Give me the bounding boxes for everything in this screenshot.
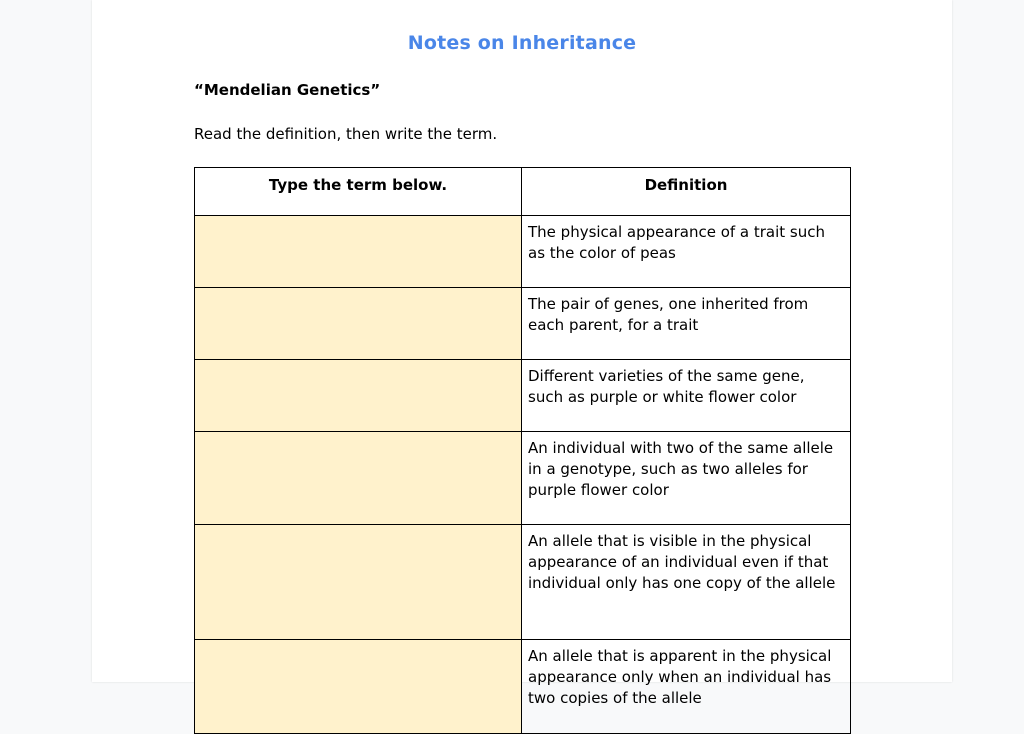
term-input[interactable] — [195, 640, 521, 733]
term-cell[interactable] — [195, 216, 522, 288]
term-column-header: Type the term below. — [195, 168, 522, 216]
term-cell[interactable] — [195, 360, 522, 432]
definition-cell: The physical appearance of a trait such as the color of peas — [522, 216, 851, 288]
term-cell[interactable] — [195, 525, 522, 640]
definition-cell: Different varieties of the same gene, such as purple or white flower color — [522, 360, 851, 432]
document-page — [92, 0, 952, 707]
table-row — [195, 525, 851, 640]
term-input[interactable] — [195, 432, 521, 524]
definition-cell: An allele that is apparent in the physical appearance only when an individual has two copies of the allele — [522, 640, 851, 734]
term-input[interactable] — [195, 216, 521, 287]
table-row — [195, 640, 851, 734]
definition-column-header: Definition — [522, 168, 851, 216]
document-title: Notes on Inheritance — [407, 32, 637, 54]
table-row — [195, 432, 851, 525]
table-row — [195, 288, 851, 360]
table-row — [195, 360, 851, 432]
vocabulary-table — [194, 167, 851, 734]
definition-cell: An individual with two of the same allele in a genotype, such as two alleles for purple flower color — [522, 432, 851, 525]
definition-cell: The pair of genes, one inherited from each parent, for a trait — [522, 288, 851, 360]
table-header-row — [195, 168, 851, 216]
section-subtitle: “Mendelian Genetics” — [194, 81, 381, 99]
table-row — [195, 216, 851, 288]
definition-cell: An allele that is visible in the physical appearance of an individual even if that individual only has one copy of the allele — [522, 525, 851, 640]
term-input[interactable] — [195, 360, 521, 431]
term-cell[interactable] — [195, 288, 522, 360]
instruction-text: Read the definition, then write the term. — [194, 125, 498, 143]
term-cell[interactable] — [195, 640, 522, 734]
term-input[interactable] — [195, 288, 521, 359]
term-cell[interactable] — [195, 432, 522, 525]
term-input[interactable] — [195, 525, 521, 639]
